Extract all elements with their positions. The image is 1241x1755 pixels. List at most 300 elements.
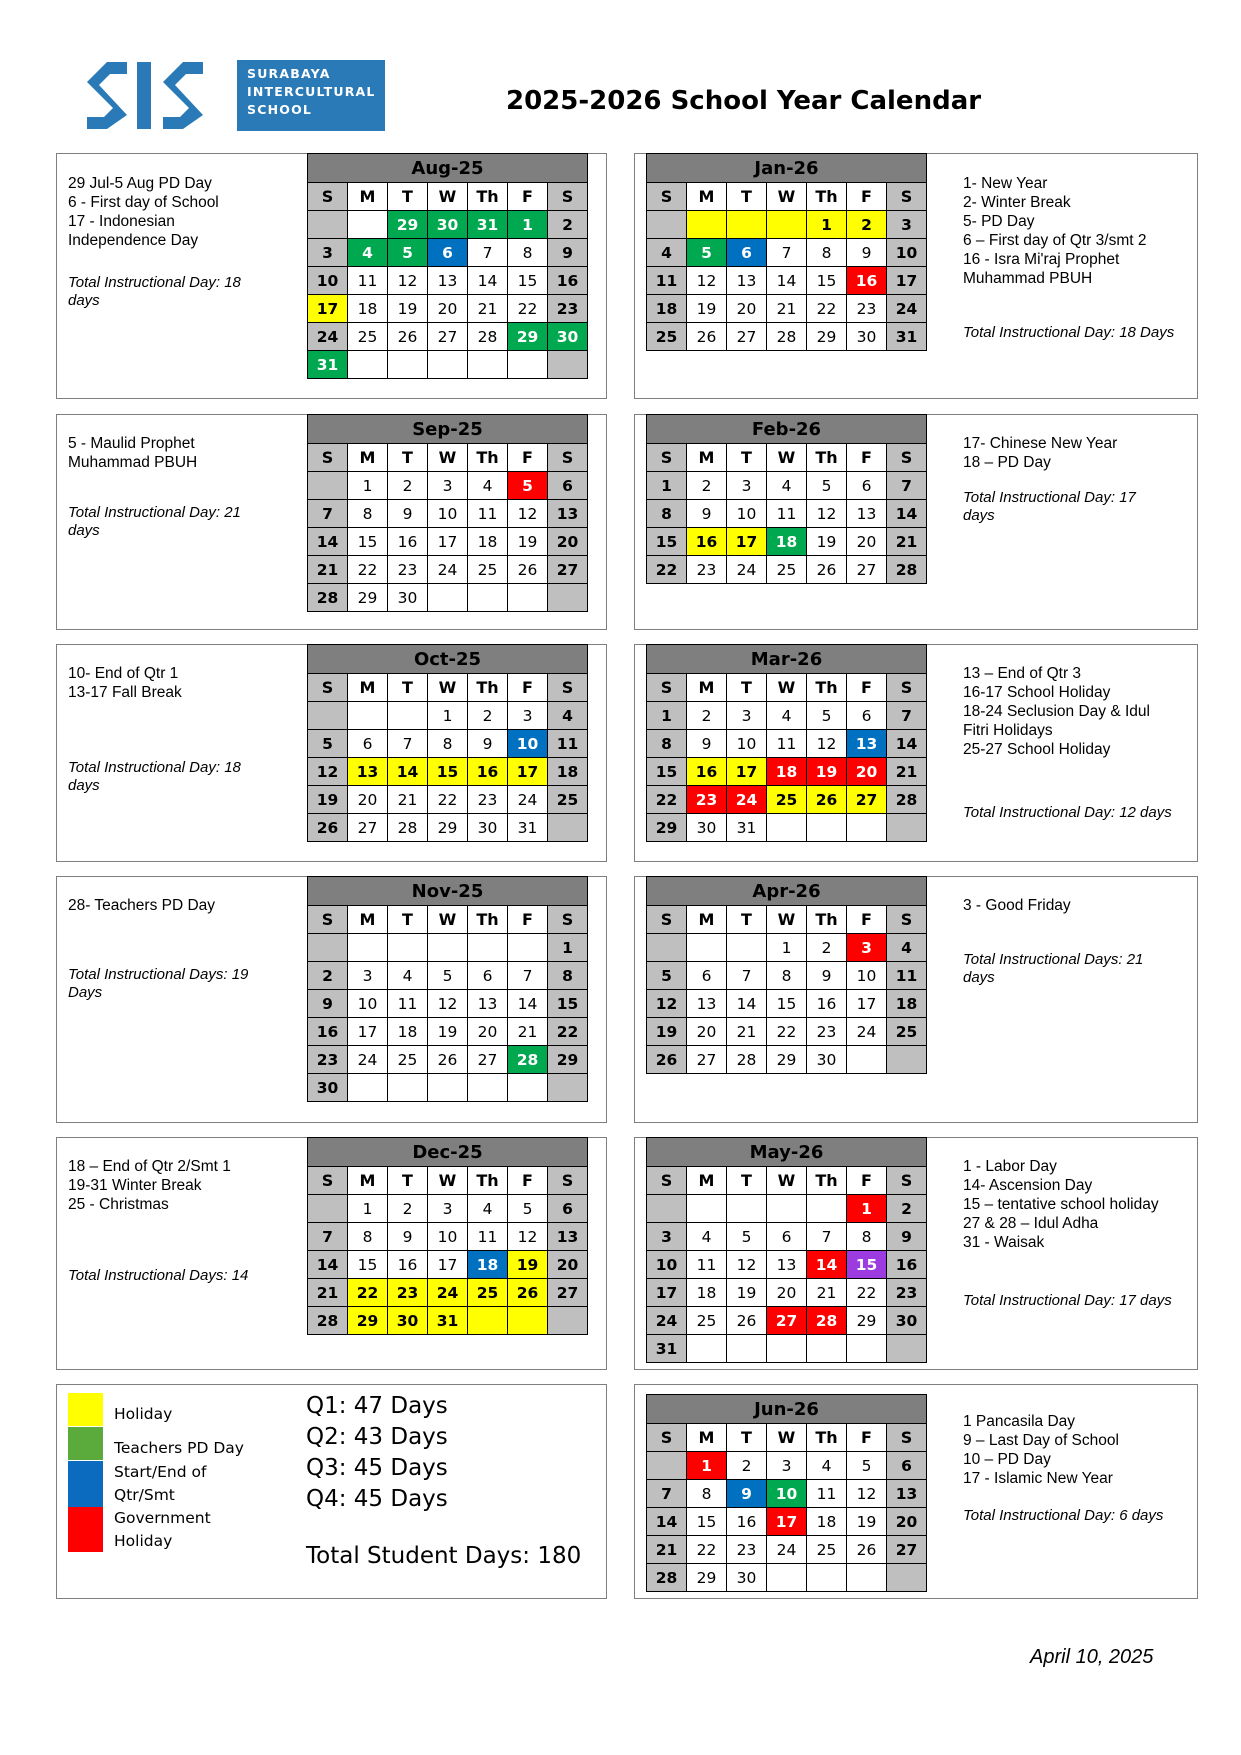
day-cell: 5 — [807, 472, 847, 500]
q1-days: Q1: 47 Days — [306, 1393, 448, 1419]
day-cell: 15 — [767, 990, 807, 1018]
day-cell: 9 — [687, 730, 727, 758]
day-cell: 1 — [687, 1452, 727, 1480]
day-cell: 17 — [887, 267, 927, 295]
day-cell: 19 — [847, 1508, 887, 1536]
day-cell: 12 — [807, 730, 847, 758]
weekday-label: W — [767, 1424, 807, 1452]
day-cell: 3 — [508, 702, 548, 730]
weekday-label: S — [647, 183, 687, 211]
day-cell: 25 — [348, 323, 388, 351]
day-cell: 24 — [767, 1536, 807, 1564]
day-cell: 8 — [687, 1480, 727, 1508]
empty-cell — [468, 1307, 508, 1335]
weekday-label: Th — [807, 183, 847, 211]
weekday-label: W — [767, 444, 807, 472]
day-cell: 28 — [807, 1307, 847, 1335]
day-cell: 27 — [687, 1046, 727, 1074]
day-cell: 9 — [468, 730, 508, 758]
empty-cell — [807, 814, 847, 842]
empty-cell — [647, 934, 687, 962]
day-cell: 24 — [727, 556, 767, 584]
day-cell: 27 — [847, 786, 887, 814]
empty-cell — [647, 1452, 687, 1480]
calendar-mar-26 — [646, 644, 927, 842]
empty-cell — [348, 702, 388, 730]
day-cell: 31 — [468, 211, 508, 239]
day-cell: 25 — [807, 1536, 847, 1564]
day-cell: 8 — [807, 239, 847, 267]
weekday-label: F — [847, 1424, 887, 1452]
day-cell: 9 — [308, 990, 348, 1018]
day-cell: 11 — [348, 267, 388, 295]
day-cell: 24 — [348, 1046, 388, 1074]
month-header: Oct-25 — [308, 645, 588, 674]
weekday-label: Th — [807, 1424, 847, 1452]
calendar-may-26 — [646, 1137, 927, 1363]
holiday-swatch — [68, 1393, 103, 1426]
day-cell: 13 — [847, 500, 887, 528]
empty-cell — [647, 1195, 687, 1223]
empty-cell — [767, 211, 807, 239]
day-cell: 21 — [508, 1018, 548, 1046]
day-cell: 18 — [468, 1251, 508, 1279]
legend-label: Holiday — [114, 1405, 173, 1423]
day-cell: 7 — [887, 702, 927, 730]
day-cell: 19 — [508, 1251, 548, 1279]
weekday-label: T — [727, 1167, 767, 1195]
instructional-days-total: Total Instructional Day: 18 days — [68, 274, 241, 309]
gov-swatch — [68, 1507, 103, 1552]
day-cell: 7 — [308, 1223, 348, 1251]
day-cell: 9 — [847, 239, 887, 267]
day-cell: 30 — [308, 1074, 348, 1102]
day-cell: 17 — [428, 1251, 468, 1279]
day-cell: 21 — [647, 1536, 687, 1564]
day-cell: 7 — [647, 1480, 687, 1508]
day-cell: 29 — [508, 323, 548, 351]
day-cell: 13 — [887, 1480, 927, 1508]
day-cell: 10 — [887, 239, 927, 267]
day-cell: 20 — [548, 1251, 588, 1279]
day-cell: 24 — [308, 323, 348, 351]
instructional-days-total: Total Instructional Days: 14 — [68, 1267, 249, 1284]
weekday-label: Th — [468, 674, 508, 702]
month-header: Jan-26 — [647, 154, 927, 183]
weekday-label: W — [428, 906, 468, 934]
weekday-label: T — [727, 183, 767, 211]
day-cell: 16 — [687, 758, 727, 786]
weekday-label: Th — [468, 906, 508, 934]
day-cell: 13 — [687, 990, 727, 1018]
weekday-label: T — [388, 1167, 428, 1195]
day-cell: 2 — [887, 1195, 927, 1223]
day-cell: 28 — [308, 584, 348, 612]
month-events: 3 - Good Friday — [963, 897, 1071, 914]
weekday-label: T — [388, 674, 428, 702]
month-events: 17- Chinese New Year 18 – PD Day — [963, 435, 1118, 471]
weekday-label: F — [847, 1167, 887, 1195]
weekday-label: S — [647, 444, 687, 472]
weekday-label: W — [767, 1167, 807, 1195]
day-cell: 3 — [847, 934, 887, 962]
empty-cell — [508, 934, 548, 962]
day-cell: 29 — [687, 1564, 727, 1592]
day-cell: 14 — [308, 528, 348, 556]
day-cell: 21 — [727, 1018, 767, 1046]
day-cell: 6 — [727, 239, 767, 267]
logo-text-box — [237, 60, 385, 131]
day-cell: 11 — [468, 500, 508, 528]
empty-cell — [807, 1195, 847, 1223]
weekday-label: M — [348, 444, 388, 472]
day-cell: 4 — [468, 1195, 508, 1223]
empty-cell — [388, 934, 428, 962]
empty-cell — [647, 211, 687, 239]
weekday-label: M — [348, 906, 388, 934]
day-cell: 15 — [348, 528, 388, 556]
month-header: Dec-25 — [308, 1138, 588, 1167]
day-cell: 14 — [887, 500, 927, 528]
day-cell: 3 — [428, 472, 468, 500]
day-cell: 28 — [508, 1046, 548, 1074]
day-cell: 15 — [348, 1251, 388, 1279]
day-cell: 27 — [428, 323, 468, 351]
day-cell: 18 — [887, 990, 927, 1018]
day-cell: 18 — [348, 295, 388, 323]
day-cell: 22 — [767, 1018, 807, 1046]
weekday-label: M — [687, 183, 727, 211]
day-cell: 5 — [308, 730, 348, 758]
day-cell: 14 — [727, 990, 767, 1018]
day-cell: 20 — [468, 1018, 508, 1046]
month-notes — [963, 434, 1193, 525]
day-cell: 8 — [548, 962, 588, 990]
empty-cell — [687, 1335, 727, 1363]
day-cell: 11 — [767, 500, 807, 528]
day-cell: 13 — [468, 990, 508, 1018]
empty-cell — [687, 934, 727, 962]
day-cell: 4 — [687, 1223, 727, 1251]
day-cell: 11 — [388, 990, 428, 1018]
day-cell: 31 — [308, 351, 348, 379]
day-cell: 7 — [807, 1223, 847, 1251]
calendar-apr-26 — [646, 876, 927, 1074]
day-cell: 11 — [767, 730, 807, 758]
day-cell: 1 — [548, 934, 588, 962]
day-cell: 2 — [727, 1452, 767, 1480]
weekday-label: T — [727, 906, 767, 934]
calendar-feb-26 — [646, 414, 927, 584]
weekday-label: S — [887, 1167, 927, 1195]
day-cell: 24 — [727, 786, 767, 814]
month-header: Nov-25 — [308, 877, 588, 906]
weekday-label: W — [428, 1167, 468, 1195]
weekday-label: Th — [807, 906, 847, 934]
day-cell: 18 — [388, 1018, 428, 1046]
logo-line-3: SCHOOL — [247, 102, 313, 117]
weekday-label: F — [508, 1167, 548, 1195]
day-cell: 2 — [548, 211, 588, 239]
day-cell: 26 — [508, 556, 548, 584]
logo-line-2: INTERCULTURAL — [247, 84, 376, 99]
day-cell: 15 — [508, 267, 548, 295]
day-cell: 28 — [727, 1046, 767, 1074]
day-cell: 18 — [687, 1279, 727, 1307]
day-cell: 28 — [647, 1564, 687, 1592]
day-cell: 10 — [508, 730, 548, 758]
weekday-label: F — [847, 444, 887, 472]
empty-cell — [508, 351, 548, 379]
day-cell: 4 — [468, 472, 508, 500]
day-cell: 6 — [847, 702, 887, 730]
day-cell: 23 — [687, 556, 727, 584]
day-cell: 29 — [388, 211, 428, 239]
day-cell: 8 — [348, 500, 388, 528]
day-cell: 5 — [388, 239, 428, 267]
day-cell: 12 — [847, 1480, 887, 1508]
legend-label: Teachers PD Day — [114, 1439, 244, 1457]
day-cell: 23 — [388, 556, 428, 584]
day-cell: 4 — [647, 239, 687, 267]
empty-cell — [388, 702, 428, 730]
empty-cell — [348, 1074, 388, 1102]
day-cell: 2 — [807, 934, 847, 962]
day-cell: 8 — [348, 1223, 388, 1251]
day-cell: 18 — [807, 1508, 847, 1536]
day-cell: 15 — [807, 267, 847, 295]
day-cell: 25 — [647, 323, 687, 351]
empty-cell — [767, 1195, 807, 1223]
day-cell: 24 — [428, 1279, 468, 1307]
month-notes — [963, 664, 1193, 822]
month-events: 5 - Maulid Prophet Muhammad PBUH — [68, 435, 198, 471]
day-cell: 21 — [767, 295, 807, 323]
day-cell: 12 — [508, 1223, 548, 1251]
empty-cell — [847, 814, 887, 842]
empty-cell — [807, 1335, 847, 1363]
day-cell: 5 — [508, 472, 548, 500]
month-header: Jun-26 — [647, 1395, 927, 1424]
weekday-label: M — [348, 674, 388, 702]
day-cell: 25 — [767, 556, 807, 584]
day-cell: 18 — [647, 295, 687, 323]
day-cell: 14 — [468, 267, 508, 295]
day-cell: 10 — [647, 1251, 687, 1279]
weekday-label: T — [727, 674, 767, 702]
school-logo — [85, 60, 385, 131]
day-cell: 17 — [647, 1279, 687, 1307]
weekday-label: S — [308, 444, 348, 472]
month-header: Mar-26 — [647, 645, 927, 674]
day-cell: 22 — [508, 295, 548, 323]
empty-cell — [727, 211, 767, 239]
day-cell: 1 — [767, 934, 807, 962]
day-cell: 18 — [468, 528, 508, 556]
empty-cell — [428, 934, 468, 962]
weekday-label: S — [887, 1424, 927, 1452]
day-cell: 1 — [647, 472, 687, 500]
day-cell: 30 — [388, 1307, 428, 1335]
day-cell: 31 — [887, 323, 927, 351]
day-cell: 5 — [727, 1223, 767, 1251]
day-cell: 4 — [548, 702, 588, 730]
empty-cell — [428, 1074, 468, 1102]
day-cell: 11 — [807, 1480, 847, 1508]
instructional-days-total: Total Instructional Days: 21 days — [963, 951, 1144, 986]
weekday-label: Th — [468, 1167, 508, 1195]
day-cell: 6 — [468, 962, 508, 990]
day-cell: 20 — [687, 1018, 727, 1046]
day-cell: 30 — [727, 1564, 767, 1592]
weekday-label: F — [847, 674, 887, 702]
day-cell: 16 — [388, 1251, 428, 1279]
day-cell: 4 — [388, 962, 428, 990]
weekday-label: M — [687, 1167, 727, 1195]
day-cell: 1 — [508, 211, 548, 239]
day-cell: 1 — [847, 1195, 887, 1223]
day-cell: 25 — [887, 1018, 927, 1046]
day-cell: 19 — [807, 758, 847, 786]
legend-label: Government Holiday — [114, 1509, 211, 1550]
day-cell: 12 — [647, 990, 687, 1018]
day-cell: 27 — [348, 814, 388, 842]
calendar-dec-25 — [307, 1137, 588, 1335]
day-cell: 1 — [348, 1195, 388, 1223]
q3-days: Q3: 45 Days — [306, 1455, 448, 1481]
day-cell: 26 — [847, 1536, 887, 1564]
weekday-label: S — [308, 1167, 348, 1195]
day-cell: 23 — [468, 786, 508, 814]
day-cell: 25 — [548, 786, 588, 814]
day-cell: 16 — [727, 1508, 767, 1536]
empty-cell — [428, 584, 468, 612]
day-cell: 17 — [428, 528, 468, 556]
weekday-label: S — [647, 1424, 687, 1452]
weekday-label: Th — [807, 444, 847, 472]
day-cell: 28 — [308, 1307, 348, 1335]
day-cell: 19 — [428, 1018, 468, 1046]
day-cell: 16 — [388, 528, 428, 556]
day-cell: 19 — [308, 786, 348, 814]
day-cell: 3 — [887, 211, 927, 239]
empty-cell — [548, 1074, 588, 1102]
empty-cell — [847, 1564, 887, 1592]
day-cell: 22 — [807, 295, 847, 323]
empty-cell — [348, 211, 388, 239]
instructional-days-total: Total Instructional Day: 6 days — [963, 1507, 1164, 1524]
weekday-label: W — [428, 674, 468, 702]
empty-cell — [548, 1307, 588, 1335]
day-cell: 17 — [727, 758, 767, 786]
empty-cell — [548, 351, 588, 379]
day-cell: 10 — [428, 500, 468, 528]
qtr-swatch — [68, 1461, 103, 1507]
day-cell: 25 — [687, 1307, 727, 1335]
day-cell: 2 — [388, 472, 428, 500]
calendar-aug-25 — [307, 153, 588, 379]
day-cell: 6 — [767, 1223, 807, 1251]
weekday-label: M — [687, 906, 727, 934]
day-cell: 2 — [308, 962, 348, 990]
day-cell: 5 — [647, 962, 687, 990]
empty-cell — [308, 1195, 348, 1223]
empty-cell — [887, 1046, 927, 1074]
day-cell: 6 — [348, 730, 388, 758]
day-cell: 11 — [468, 1223, 508, 1251]
weekday-label: S — [887, 674, 927, 702]
calendar-oct-25 — [307, 644, 588, 842]
day-cell: 6 — [548, 472, 588, 500]
instructional-days-total: Total Instructional Day: 21 days — [68, 504, 241, 539]
day-cell: 25 — [767, 786, 807, 814]
month-events: 1 Pancasila Day 9 – Last Day of School 10 – PD Day 17 - Islamic New Year — [963, 1413, 1119, 1487]
month-notes — [963, 1157, 1193, 1310]
day-cell: 17 — [727, 528, 767, 556]
day-cell: 20 — [847, 758, 887, 786]
day-cell: 30 — [468, 814, 508, 842]
weekday-label: Th — [807, 674, 847, 702]
day-cell: 28 — [468, 323, 508, 351]
day-cell: 3 — [647, 1223, 687, 1251]
day-cell: 21 — [887, 758, 927, 786]
day-cell: 25 — [388, 1046, 428, 1074]
day-cell: 30 — [548, 323, 588, 351]
day-cell: 22 — [647, 556, 687, 584]
calendar-jun-26 — [646, 1394, 927, 1592]
day-cell: 13 — [348, 758, 388, 786]
day-cell: 24 — [887, 295, 927, 323]
weekday-label: W — [767, 906, 807, 934]
month-events: 29 Jul-5 Aug PD Day 6 - First day of School 17 - Indonesian Independence Day — [68, 175, 219, 249]
weekday-label: W — [428, 183, 468, 211]
weekday-label: S — [647, 1167, 687, 1195]
day-cell: 9 — [388, 1223, 428, 1251]
day-cell: 29 — [548, 1046, 588, 1074]
day-cell: 28 — [887, 556, 927, 584]
weekday-label: S — [887, 444, 927, 472]
day-cell: 16 — [847, 267, 887, 295]
day-cell: 5 — [508, 1195, 548, 1223]
day-cell: 23 — [887, 1279, 927, 1307]
day-cell: 27 — [767, 1307, 807, 1335]
empty-cell — [308, 211, 348, 239]
day-cell: 14 — [308, 1251, 348, 1279]
day-cell: 8 — [647, 500, 687, 528]
day-cell: 21 — [388, 786, 428, 814]
day-cell: 23 — [807, 1018, 847, 1046]
day-cell: 30 — [687, 814, 727, 842]
day-cell: 21 — [308, 556, 348, 584]
day-cell: 5 — [687, 239, 727, 267]
day-cell: 22 — [847, 1279, 887, 1307]
day-cell: 2 — [388, 1195, 428, 1223]
day-cell: 9 — [687, 500, 727, 528]
day-cell: 20 — [548, 528, 588, 556]
day-cell: 5 — [428, 962, 468, 990]
day-cell: 19 — [687, 295, 727, 323]
empty-cell — [548, 584, 588, 612]
day-cell: 11 — [887, 962, 927, 990]
empty-cell — [308, 934, 348, 962]
day-cell: 1 — [647, 702, 687, 730]
legend-pd — [68, 1427, 318, 1461]
color-legend — [68, 1393, 318, 1552]
day-cell: 3 — [727, 472, 767, 500]
instructional-days-total: Total Instructional Day: 17 days — [963, 1292, 1172, 1309]
day-cell: 7 — [468, 239, 508, 267]
weekday-label: S — [548, 444, 588, 472]
